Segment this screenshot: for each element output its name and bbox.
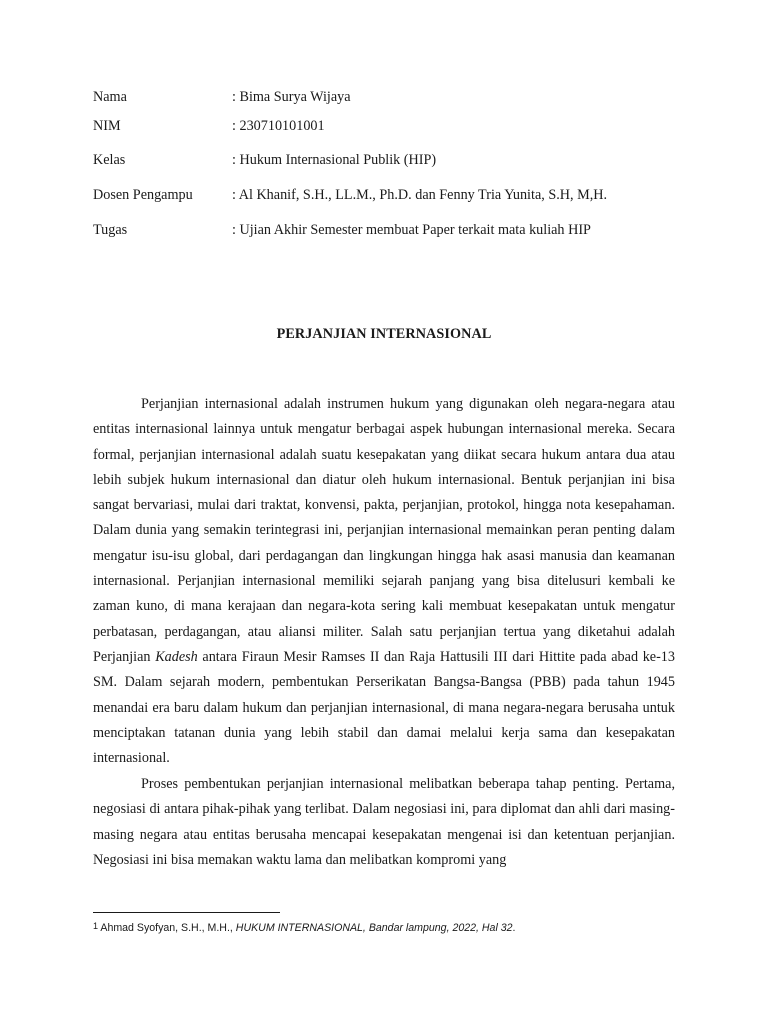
italic-term: Kadesh (155, 648, 198, 665)
info-label: Nama (93, 89, 127, 105)
document-title: PERJANJIAN INTERNASIONAL (276, 326, 492, 342)
info-row-nama (93, 86, 693, 108)
footnote-author: Ahmad Syofyan, S.H., M.H., (98, 922, 236, 934)
info-value: : 230710101001 (232, 118, 325, 134)
info-value: : Bima Surya Wijaya (232, 89, 351, 105)
info-value: : Hukum Internasional Publik (HIP) (232, 152, 437, 168)
paragraph-text: Perjanjian internasional adalah instrumen hukum yang digunakan oleh negara-negara atau entitas internasional lainnya untuk mengatur berbagai aspek hubungan internasional mereka. Secara formal, perjanjian internasional adalah suatu kesepakatan yang diikat secara hukum antara dua atau lebih subjek hukum internasional dan diatur oleh hukum internasional. Bentuk perjanjian ini bisa sangat bervariasi, mulai dari traktat, konvensi, pakta, perjanjian, protokol, hingga nota kesepahaman. Dalam dunia yang semakin terintegrasi ini, perjanjian internasional memainkan peran penting dalam mengatur isu-isu global, dari perdagangan dan lingkungan hingga hak asasi manusia dan keamanan internasional. Perjanjian internasional memiliki sejarah panjang yang bisa ditelusuri kembali ke zaman kuno, di mana kerajaan dan negara-kota sering kali membuat kesepakatan untuk mengatur perbatasan, perdagangan, atau aliansi militer. Salah satu perjanjian tertua yang diketahui adalah Perjanjian (93, 396, 675, 665)
footnote (93, 918, 693, 936)
paragraph-text: antara Firaun Mesir Ramses II dan Raja Hattusili III dari Hittite pada abad ke-13 SM. Dalam sejarah modern, pembentukan Perserikatan Bangsa-Bangsa (PBB) pada tahun 1945 menandai era baru dalam hukum dan perjanjian internasional, di mana negara-negara berusaha untuk menciptakan tatanan dunia yang lebih stabil dan damai melalui kerja sama dan kesepakatan internasional. (93, 648, 675, 767)
body-paragraph-1 (93, 392, 675, 771)
footnote-marker: 1 (93, 921, 99, 931)
footnote-separator (93, 912, 280, 913)
body-paragraph-2 (93, 772, 675, 873)
footnote-end: . (512, 922, 516, 934)
info-label: Dosen Pengampu (93, 187, 193, 203)
info-row-dosen-pengampu (93, 184, 693, 206)
info-value: : Al Khanif, S.H., LL.M., Ph.D. dan Fenny Tria Yunita, S.H, M,H. (232, 187, 608, 203)
info-label: Tugas (93, 222, 128, 238)
info-row-nim (93, 115, 693, 137)
info-label: Kelas (93, 152, 126, 168)
info-row-tugas (93, 219, 693, 241)
footnote-source: HUKUM INTERNASIONAL, Bandar lampung, 2022, Hal 32 (235, 922, 513, 934)
paragraph-text: Proses pembentukan perjanjian internasional melibatkan beberapa tahap penting. Pertama, negosiasi di antara pihak-pihak yang terlibat. Dalam negosiasi ini, para diplomat dan ahli dari masing-masing negara atau entitas berusaha mencapai kesepakatan mengenai isi dan ketentuan perjanjian. Negosiasi ini bisa memakan waktu lama dan melibatkan kompromi yang (93, 776, 675, 868)
info-label: NIM (93, 118, 121, 134)
info-value: : Ujian Akhir Semester membuat Paper terkait mata kuliah HIP (232, 222, 591, 238)
info-row-kelas (93, 149, 693, 171)
